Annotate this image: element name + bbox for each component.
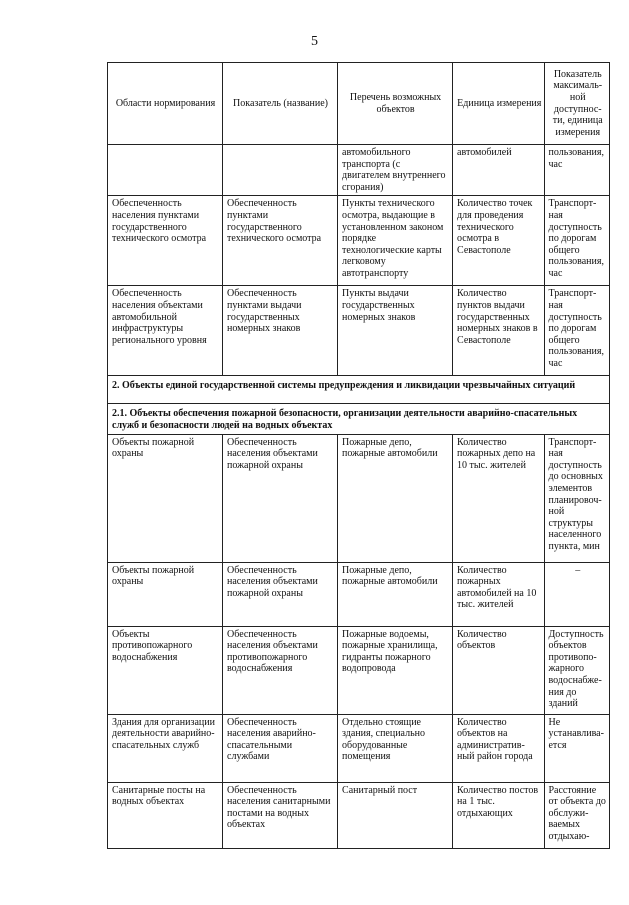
cell-area: Санитарные посты на водных объектах [108,782,223,848]
cell-unit: Количество объектов на административ-ный район города [453,714,545,782]
header-accessibility: Показатель максималь-ной доступнос-ти, единица измерения [545,63,610,145]
cell-indicator: Обеспеченность населения объектами пожарной охраны [223,434,338,562]
cell-unit: Количество объектов [453,626,545,714]
cell-area: Объекты противопожарного водоснабжения [108,626,223,714]
header-objects: Перечень возможных объектов [338,63,453,145]
cell-unit: Количество пожарных депо на 10 тыс. жителей [453,434,545,562]
norms-table [107,62,610,849]
cell-unit: Количество пунктов выдачи государственных номерных знаков в Севастополе [453,286,545,376]
cell-objects: Пункты выдачи государственных номерных знаков [338,286,453,376]
table-row [108,286,610,376]
cell-unit: Количество точек для проведения технического осмотра в Севастополе [453,196,545,286]
cell-accessibility: Транспорт-ная доступность по дорогам общего пользования, час [545,286,610,376]
header-indicator: Показатель (название) [223,63,338,145]
cell-accessibility: пользования, час [545,145,610,196]
cell-area [108,145,223,196]
cell-accessibility: Расстояние от объекта до обслужи-ваемых отдыхаю- [545,782,610,848]
cell-indicator: Обеспеченность населения объектами пожарной охраны [223,562,338,626]
cell-indicator [223,145,338,196]
cell-indicator: Обеспеченность населения санитарными постами на водных объектах [223,782,338,848]
table-row [108,196,610,286]
cell-indicator: Обеспеченность пунктами государственного технического осмотра [223,196,338,286]
cell-indicator: Обеспеченность пунктами выдачи государственных номерных знаков [223,286,338,376]
cell-area: Обеспеченность населения пунктами государственного технического осмотра [108,196,223,286]
subsection-heading: 2.1. Объекты обеспечения пожарной безопасности, организации деятельности аварийно-спасательных служб и безопасности людей на водных объектах [108,404,610,434]
section-row [108,404,610,434]
cell-area: Обеспеченность населения объектами автомобильной инфраструктуры регионального уровня [108,286,223,376]
header-unit: Единица измерения [453,63,545,145]
cell-objects: Пожарные водоемы, пожарные хранилища, гидранты пожарного водопровода [338,626,453,714]
cell-objects: автомобильного транспорта (с двигателем внутреннего сгорания) [338,145,453,196]
cell-area: Объекты пожарной охраны [108,562,223,626]
cell-accessibility: Доступность объектов противопо-жарного водоснабже-ния до зданий [545,626,610,714]
cell-unit: автомобилей [453,145,545,196]
table-row [108,562,610,626]
table-row [108,434,610,562]
cell-objects: Пожарные депо, пожарные автомобили [338,434,453,562]
table-row [108,626,610,714]
cell-indicator: Обеспеченность населения аварийно-спасательными службами [223,714,338,782]
table-header-row [108,63,610,145]
cell-accessibility: Транспорт-ная доступность по дорогам общего пользования, час [545,196,610,286]
cell-objects: Отдельно стоящие здания, специально оборудованные помещения [338,714,453,782]
cell-accessibility: Не устанавлива-ется [545,714,610,782]
cell-objects: Пожарные депо, пожарные автомобили [338,562,453,626]
table-row [108,145,610,196]
cell-area: Здания для организации деятельности аварийно-спасательных служб [108,714,223,782]
section-row [108,376,610,404]
section-heading: 2. Объекты единой государственной системы предупреждения и ликвидации чрезвычайных ситуаций [108,376,610,404]
cell-unit: Количество постов на 1 тыс. отдыхающих [453,782,545,848]
cell-accessibility: – [545,562,610,626]
table-row [108,782,610,848]
table-row [108,714,610,782]
cell-accessibility: Транспорт-ная доступность до основных элементов планировоч-ной структуры населенного пункта, мин [545,434,610,562]
cell-unit: Количество пожарных автомобилей на 10 тыс. жителей [453,562,545,626]
cell-area: Объекты пожарной охраны [108,434,223,562]
header-area: Области нормирования [108,63,223,145]
cell-objects: Пункты технического осмотра, выдающие в установленном законом порядке технологические карты легковому автотранспорту [338,196,453,286]
cell-indicator: Обеспеченность населения объектами противопожарного водоснабжения [223,626,338,714]
page-number: 5 [311,34,318,49]
cell-objects: Санитарный пост [338,782,453,848]
